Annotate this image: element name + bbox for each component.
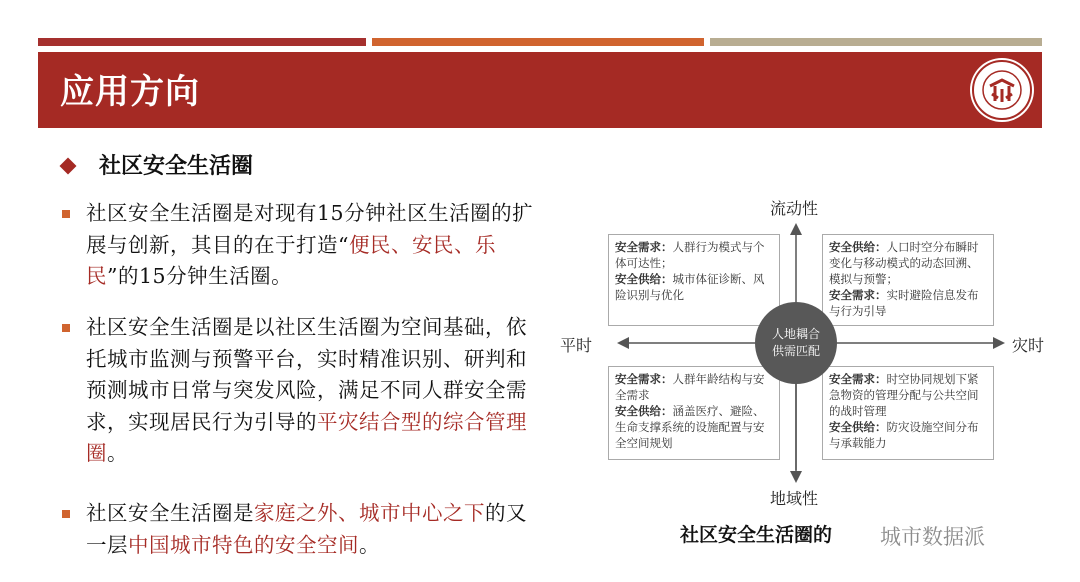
bullet-3-highlight-b: 中国城市特色的安全空间 <box>128 532 359 557</box>
center-circle: 人地耦合 供需匹配 <box>755 302 837 384</box>
square-bullet-icon <box>62 210 70 218</box>
axis-label-bottom: 地域性 <box>770 489 819 508</box>
bullet-3-text-c: 。 <box>359 532 380 557</box>
bullet-2-text-b: 。 <box>107 441 128 465</box>
bullet-1-text-a: 社区安全生活圈是对现有15分钟社区生活圈的扩展与创新，其目的在于打造“ <box>86 201 534 257</box>
quadrant-top-right: 安全供给：人口时空分布瞬时变化与移动模式的动态回溯、模拟与预警； 安全需求：实时避险信息发布与行为引导 <box>822 234 994 326</box>
quadrant-top-left: 安全需求：人群行为模式与个体可达性； 安全供给：城市体征诊断、风险识别与优化 <box>608 234 780 326</box>
axis-label-right: 灾时 <box>1012 336 1045 355</box>
title-bar <box>38 52 1042 128</box>
top-stripe-red <box>38 38 366 46</box>
bullet-1-text-b: ”的15分钟生活圈。 <box>107 264 293 288</box>
top-stripe-orange <box>372 38 704 46</box>
bullet-2-text-a: 社区安全生活圈是以社区生活圈为空间基础，依托城市监测与预警平台，实时精准识别、研判和预测城市日常与突发风险，满足不同人群安全需求，实现居民行为引导的 <box>86 315 527 434</box>
page-title: 应用方向 <box>60 72 200 112</box>
bullet-1 <box>86 198 546 293</box>
section-subtitle: 社区安全生活圈 <box>99 154 254 179</box>
top-stripe-tan <box>710 38 1042 46</box>
diamond-bullet-icon <box>60 158 77 175</box>
square-bullet-icon <box>62 510 70 518</box>
bullet-2 <box>86 312 546 470</box>
bullet-3-text-b: 的又一层 <box>86 501 527 557</box>
quadrant-diagram <box>560 190 1050 520</box>
bullet-1-highlight: 便民、安民、乐民 <box>86 232 496 288</box>
axis-label-left: 平时 <box>560 336 593 355</box>
diagram-caption: 社区安全生活圈的 <box>680 524 833 546</box>
bullet-2-highlight: 平灾结合型的综合管理圈 <box>86 409 527 465</box>
watermark: 城市数据派 <box>880 525 985 549</box>
peking-university-seal-icon <box>968 56 1036 124</box>
square-bullet-icon <box>62 324 70 332</box>
quadrant-bottom-right: 安全需求：时空协同规划下紧急物资的管理分配与公共空间的战时管理 安全供给：防灾设施空间分布与承载能力 <box>822 366 994 460</box>
quadrant-bottom-left: 安全需求：人群年龄结构与安全需求 安全供给：涵盖医疗、避险、生命支撑系统的设施配置与安全空间规划 <box>608 366 780 460</box>
bullet-3-highlight-a: 家庭之外、城市中心之下 <box>254 501 485 525</box>
axis-label-top: 流动性 <box>770 199 819 218</box>
bullet-3 <box>86 498 546 561</box>
bullet-3-text-a: 社区安全生活圈是 <box>86 501 254 525</box>
